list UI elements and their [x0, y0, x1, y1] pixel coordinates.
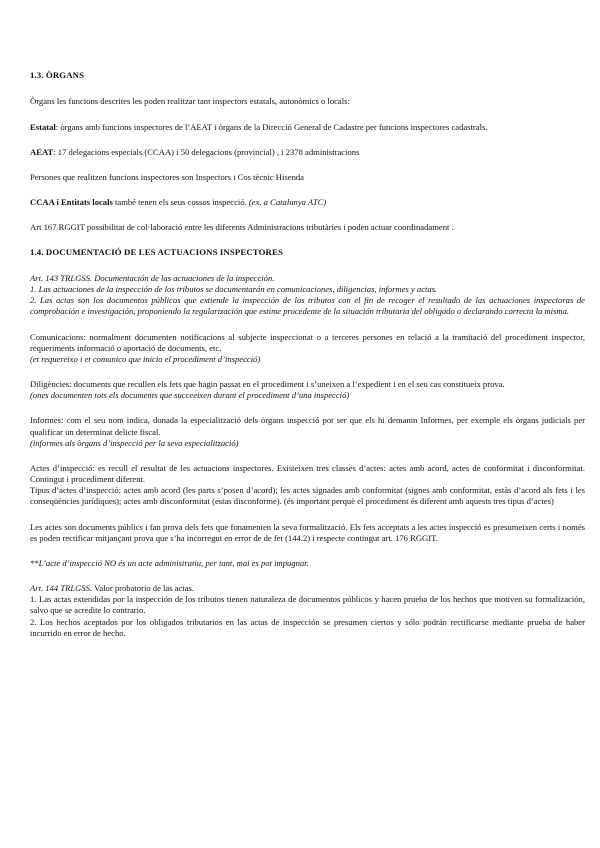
art144-heading: Valor probatorio de las actas.	[92, 583, 195, 594]
art143-title: Art. 143 TRLGSS. Documentación de las actuaciones de la inspección.	[30, 272, 275, 283]
section-heading-organs: 1.3. ÒRGANS	[30, 70, 85, 80]
diligencies-note: (ones documenten tots els documents que succeeixen durant el procediment d’una inspecció)	[30, 390, 350, 401]
estatal-text: : òrgans amb funcions inspectores de l’AEAT i òrgans de la Direcció General de Cadastre per funcions inspectores cadastrals.	[55, 121, 488, 132]
art144-quote	[30, 583, 585, 639]
ccaa-paragraph	[30, 197, 585, 208]
actes-text: Actes d’inspecció: es recull el resultat de les actuacions inspectores. Existeixen tres classes d’actes: actes amb acord, actes de conformitat i disconformitat. Contingut i procediment diferent.	[30, 462, 585, 485]
important-note: **L’acte d’inspecció NO és un acte administratiu, per tant, mai es pot impugnar.	[30, 557, 309, 568]
art144-point-1: 1. Las actas extendidas por la inspección de los tributos tienen naturaleza de documentos públicos y hacen prueba de los hechos que motiven su formalización, salvo que se acredite lo contrario.	[30, 594, 585, 616]
diligencies-text: Diligències: documents que recullen els fets que hagin passat en el procediment i s’uneixen a l’expedient i en el seu cas constitueix prova.	[30, 379, 505, 390]
comunicacions-note: (et requereixo i et comunico que inicio el procediment d’inspecció)	[30, 353, 261, 364]
persones-paragraph: Persones que realitzen funcions inspectores son Inspectors i Cos tècnic Hisenda	[30, 171, 304, 182]
actes-block	[30, 463, 585, 508]
ccaa-example: (ex. a Catalunya ATC)	[248, 197, 327, 208]
art144-title	[30, 583, 585, 594]
estatal-paragraph	[30, 122, 585, 133]
art143-point-1: 1. Las actuaciones de la inspección de los tributos se documentarán en comunicaciones, diligencias, informes y actas.	[30, 284, 438, 295]
art143-point-2: 2. Las actas son los documentos públicos que extiende la inspección de los tributos con el fin de recoger el resultado de las actuaciones inspectoras de comprobación e investigación, proponiendo la regularización que estime procedente de la situación tributaria del obligado o declarando correcta la misma.	[30, 295, 585, 317]
art143-quote	[30, 273, 585, 318]
comunicacions-block	[30, 332, 585, 366]
diligencies-block	[30, 379, 585, 401]
aeat-text: : 17 delegacions especials (CCAA) i 50 delegacions (provincial) , i 2378 administracions	[53, 146, 360, 157]
comunicacions-text: Comunicacions: normalment documenten notificacions al subjecte inspeccionat o a terceres persones en relació a la tramitació del procediment inspector, requeriments informació o aportació de documents, etc.	[30, 331, 585, 353]
ccaa-text: també tenen els seus cossos inspecció.	[112, 197, 249, 208]
art144-point-2: 2. Los hechos aceptados por los obligados tributarios en las actas de inspección se presumen ciertos y sólo podrán rectificarse mediante prueba de haber incurrido en error de hecho.	[30, 616, 585, 638]
estatal-label: Estatal	[30, 121, 56, 132]
actes-types: Tipus d’actes d’inspecció: actes amb acord (les parts s’posen d’acord); les actes signades amb conformitat (signes amb conformitat, estàs d’acord als fets i les conseqüències jurídiques); actes amb disconformitat (estas disconforme). (és important perquè el procediment és diferent amb aquests tres tipus d’actes)	[30, 485, 585, 507]
aeat-paragraph	[30, 147, 585, 158]
ccaa-label: CCAA i Entitats locals	[30, 197, 113, 208]
documents-paragraph: Les actes son documents públics i fan prova dels fets que fonamenten la seva formalització. Els fets acceptats a les actes inspecció es presumeixen certs i només es poden rectificar mitjançant prova que s’ha incorregut en error de de fet (144.2) i respecte contingut art. 176 RGGIT.	[30, 521, 585, 543]
aeat-label: AEAT	[30, 146, 54, 157]
informes-note: (informes als òrgans d’inspecció per la seva especialització)	[30, 437, 239, 448]
document-page	[30, 70, 585, 639]
informes-block	[30, 415, 585, 449]
organs-intro: Òrgans les funcions descrites les poden realitzar tant inspectors estatals, autonòmics o locals:	[30, 96, 350, 107]
art167-paragraph: Art 167 RGGIT possibilitat de col·laboració entre les diferents Administracions tributàries i poden actuar coordinadament .	[30, 222, 454, 233]
informes-text: Informes: com el seu nom indica, donada la especialització dels òrgans inspecció pot ser que els hi demanin Informes, per exemple els òrgans judicials per qualificar un determinat delicte fiscal.	[30, 415, 585, 437]
art144-ref: Art. 144 TRLGSS.	[30, 583, 93, 594]
section-heading-documentacio: 1.4. DOCUMENTACIÓ DE LES ACTUACIONS INSPECTORES	[30, 247, 283, 258]
